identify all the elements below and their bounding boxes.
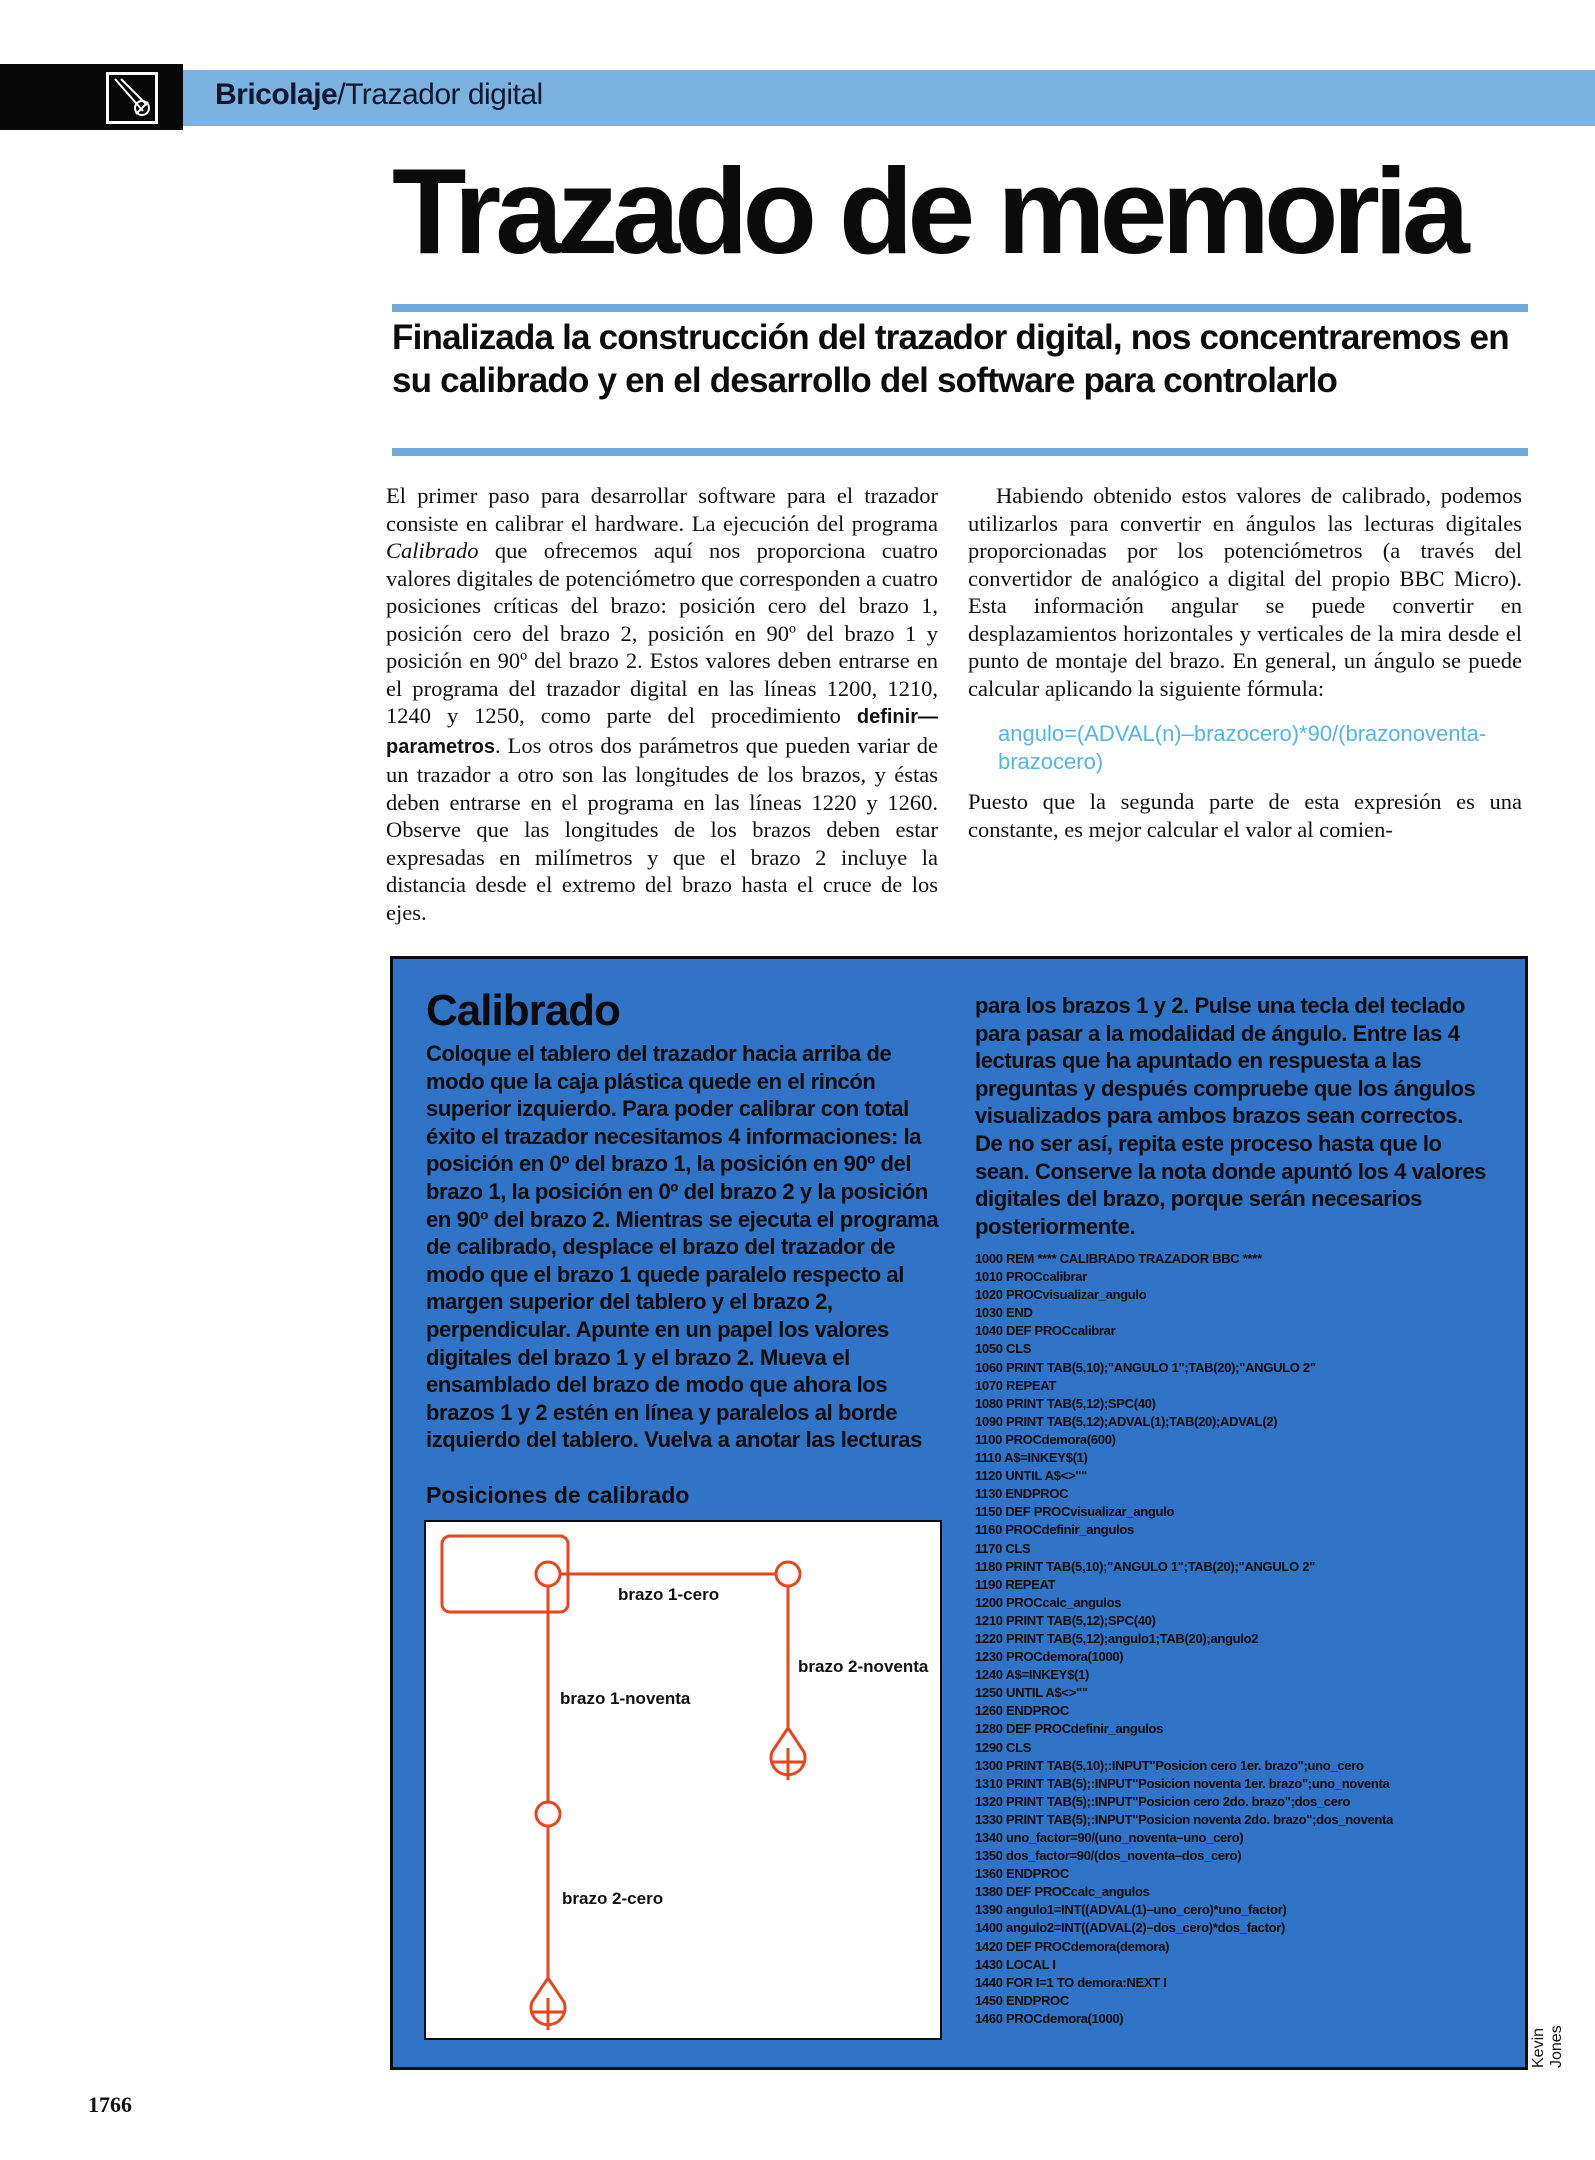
p1-program-name: Calibrado xyxy=(386,538,479,563)
article-title: Trazado de memoria xyxy=(392,143,1464,279)
code-line: 1170 CLS xyxy=(975,1540,1031,1556)
code-line: 1130 ENDPROC xyxy=(975,1486,1069,1502)
code-line: 1440 FOR I=1 TO demora:NEXT I xyxy=(975,1974,1167,1990)
p1-procedure-name: definir—parametros xyxy=(386,706,938,758)
box-intro-right: para los brazos 1 y 2. Pulse una tecla del teclado para pasar a la modalidad de ángulo. Entre las 4 lecturas que ha apuntado en respuesta a las preguntas y después compruebe que los ángulos visualizados para ambos brazos sean correctos. De no ser así, repita este proceso hasta que lo sean. Conserve la nota donde apuntó los 4 valores digitales del brazo, porque serán necesarios posteriormente. xyxy=(975,993,1486,1239)
paragraph-3: Puesto que la segunda parte de esta expresión es una constante, es mejor calcular el valor al comien- xyxy=(968,789,1522,842)
program-listing xyxy=(975,1250,1505,2028)
code-line: 1180 PRINT TAB(5,10);"ANGULO 1";TAB(20);"ANGULO 2" xyxy=(975,1558,1315,1574)
code-line: 1380 DEF PROCcalc_angulos xyxy=(975,1884,1150,1900)
code-line: 1050 CLS xyxy=(975,1341,1032,1357)
code-line: 1300 PRINT TAB(5,10);:INPUT"Posicion cero 1er. brazo";uno_cero xyxy=(975,1757,1364,1773)
section-breadcrumb xyxy=(215,78,543,112)
box-title: Calibrado xyxy=(426,986,620,1035)
compass-plotter-icon xyxy=(106,72,158,124)
code-line: 1090 PRINT TAB(5,12);ADVAL(1);TAB(20);ADVAL(2) xyxy=(975,1413,1278,1429)
joint-arm1-zero xyxy=(776,1562,800,1586)
joint-arm1-ninety xyxy=(536,1802,560,1826)
code-line: 1320 PRINT TAB(5);:INPUT"Posicion cero 2do. brazo";dos_cero xyxy=(975,1793,1351,1809)
formula xyxy=(998,720,1522,776)
section-name: Bricolaje xyxy=(215,78,338,111)
code-line: 1020 PROCvisualizar_angulo xyxy=(975,1287,1147,1303)
code-line: 1210 PRINT TAB(5,12);SPC(40) xyxy=(975,1612,1156,1628)
article-subtitle: Finalizada la construcción del trazador digital, nos concentraremos en su calibrado y en el desarrollo del software para controlarlo xyxy=(392,318,1509,400)
code-line: 1360 ENDPROC xyxy=(975,1866,1069,1882)
code-line: 1220 PRINT TAB(5,12);angulo1;TAB(20);angulo2 xyxy=(975,1630,1259,1646)
code-line: 1160 PROCdefinir_angulos xyxy=(975,1522,1134,1538)
label-brazo-1-noventa: brazo 1-noventa xyxy=(560,1689,691,1708)
divider-bottom xyxy=(392,448,1528,456)
code-line: 1000 REM **** CALIBRADO TRAZADOR BBC **** xyxy=(975,1251,1262,1266)
code-line: 1310 PRINT TAB(5);:INPUT"Posicion noventa 1er. brazo";uno_noventa xyxy=(975,1775,1390,1791)
code-line: 1030 END xyxy=(975,1305,1033,1321)
code-line: 1400 angulo2=INT((ADVAL(2)–dos_cero)*dos_factor) xyxy=(975,1920,1286,1936)
divider-top xyxy=(392,304,1528,312)
formula-line-1: angulo=(ADVAL(n)–brazocero)*90/(brazonoventa- xyxy=(998,721,1487,746)
code-line: 1330 PRINT TAB(5);:INPUT"Posicion noventa 2do. brazo";dos_noventa xyxy=(975,1811,1394,1827)
body-column-1 xyxy=(386,482,938,926)
code-line: 1390 angulo1=INT((ADVAL(1)–uno_cero)*uno_factor) xyxy=(975,1902,1287,1918)
code-line: 1350 dos_factor=90/(dos_noventa–dos_cero) xyxy=(975,1848,1242,1864)
code-line: 1260 ENDPROC xyxy=(975,1703,1069,1719)
code-line: 1460 PROCdemora(1000) xyxy=(975,2010,1124,2026)
subsection-name: /Trazador digital xyxy=(337,78,543,111)
code-line: 1450 ENDPROC xyxy=(975,1992,1069,2008)
code-line: 1200 PROCcalc_angulos xyxy=(975,1594,1122,1610)
code-line: 1070 REPEAT xyxy=(975,1377,1056,1393)
code-line: 1280 DEF PROCdefinir_angulos xyxy=(975,1721,1164,1737)
code-line: 1060 PRINT TAB(5,10);"ANGULO 1";TAB(20);"ANGULO 2" xyxy=(975,1359,1316,1375)
code-line: 1340 uno_factor=90/(uno_noventa–uno_cero) xyxy=(975,1830,1244,1845)
paragraph-1 xyxy=(386,482,938,926)
code-line: 1080 PRINT TAB(5,12);SPC(40) xyxy=(975,1395,1156,1411)
body-column-2 xyxy=(968,482,1522,843)
label-brazo-2-noventa: brazo 2-noventa xyxy=(798,1657,929,1676)
code-line: 1190 REPEAT xyxy=(975,1576,1056,1592)
code-line: 1100 PROCdemora(600) xyxy=(975,1431,1116,1447)
code-line: 1420 DEF PROCdemora(demora) xyxy=(975,1938,1170,1954)
code-line: 1290 CLS xyxy=(975,1739,1032,1755)
p1-text-b: que ofrecemos aquí nos proporciona cuatro valores digitales de potenciómetro que corresponden a cuatro posiciones críticas del brazo: posición cero del brazo 1, posición cero del brazo 2, posición en 90º del brazo 1 y posición en 90º del brazo 2. Estos valores deben entrarse en el programa del trazador digital en las líneas 1200, 1210, 1240 y 1250, como parte del procedimiento xyxy=(386,538,938,728)
code-line: 1040 DEF PROCcalibrar xyxy=(975,1323,1116,1339)
code-line: 1110 A$=INKEY$(1) xyxy=(975,1450,1088,1466)
formula-line-2: brazocero) xyxy=(998,749,1104,774)
p1-text-c: . Los otros dos parámetros que pueden variar de un trazador a otro son las longitudes de los brazos, y éstas deben entrarse en el programa en las líneas 1220 y 1260. Observe que las longitudes de los brazos deben estar expresadas en milímetros y que el brazo 2 incluye la distancia desde el extremo del brazo hasta el cruce de los ejes. xyxy=(386,732,938,925)
code-line: 1230 PROCdemora(1000) xyxy=(975,1649,1124,1665)
p1-text-a: El primer paso para desarrollar software para el trazador consiste en calibrar el hardware. La ejecución del programa xyxy=(386,483,938,536)
calibration-diagram xyxy=(424,1520,942,2040)
paragraph-2: Habiendo obtenido estos valores de calibrado, podemos utilizarlos para convertir en ángulos las lecturas digitales proporcionadas por los potenciómetros (a través del convertidor de analógico a digital del propio BBC Micro). Esta información angular se puede convertir en desplazamientos horizontales y verticales de la mira desde el punto de montaje del brazo. En general, un ángulo se puede calcular aplicando la siguiente fórmula: xyxy=(968,483,1522,701)
code-line: 1150 DEF PROCvisualizar_angulo xyxy=(975,1504,1175,1520)
label-brazo-1-cero: brazo 1-cero xyxy=(618,1585,720,1604)
code-line: 1430 LOCAL I xyxy=(975,1956,1056,1972)
code-line: 1240 A$=INKEY$(1) xyxy=(975,1667,1090,1683)
code-line: 1120 UNTIL A$<>"" xyxy=(975,1468,1088,1484)
label-brazo-2-cero: brazo 2-cero xyxy=(562,1889,664,1908)
calibration-diagram-svg xyxy=(426,1522,940,2038)
code-line: 1010 PROCcalibrar xyxy=(975,1269,1087,1285)
box-intro-left: Coloque el tablero del trazador hacia arriba de modo que la caja plástica quede en el rincón superior izquierdo. Para poder calibrar con total éxito el trazador necesitamos 4 informaciones: la posición en 0º del brazo 1, la posición en 90º del brazo 1, la posición en 0º del brazo 2 y la posición en 90º del brazo 2. Mientras se ejecuta el programa de calibrado, desplace el brazo del trazador de modo que el brazo 1 quede paralelo respecto al margen superior del tablero y el brazo 2, perpendicular. Apunte en un papel los valores digitales del brazo 1 y el brazo 2. Mueva el ensamblado del brazo de modo que ahora los brazos 1 y 2 estén en línea y paralelos al borde izquierdo del tablero. Vuelva a anotar las lecturas xyxy=(426,1041,939,1453)
pivot-top xyxy=(536,1562,560,1586)
diagram-title: Posiciones de calibrado xyxy=(426,1482,690,1508)
code-line: 1250 UNTIL A$<>"" xyxy=(975,1685,1088,1701)
page-number: 1766 xyxy=(88,2092,132,2117)
illustration-credit: Kevin Jones xyxy=(1530,2025,1565,2068)
